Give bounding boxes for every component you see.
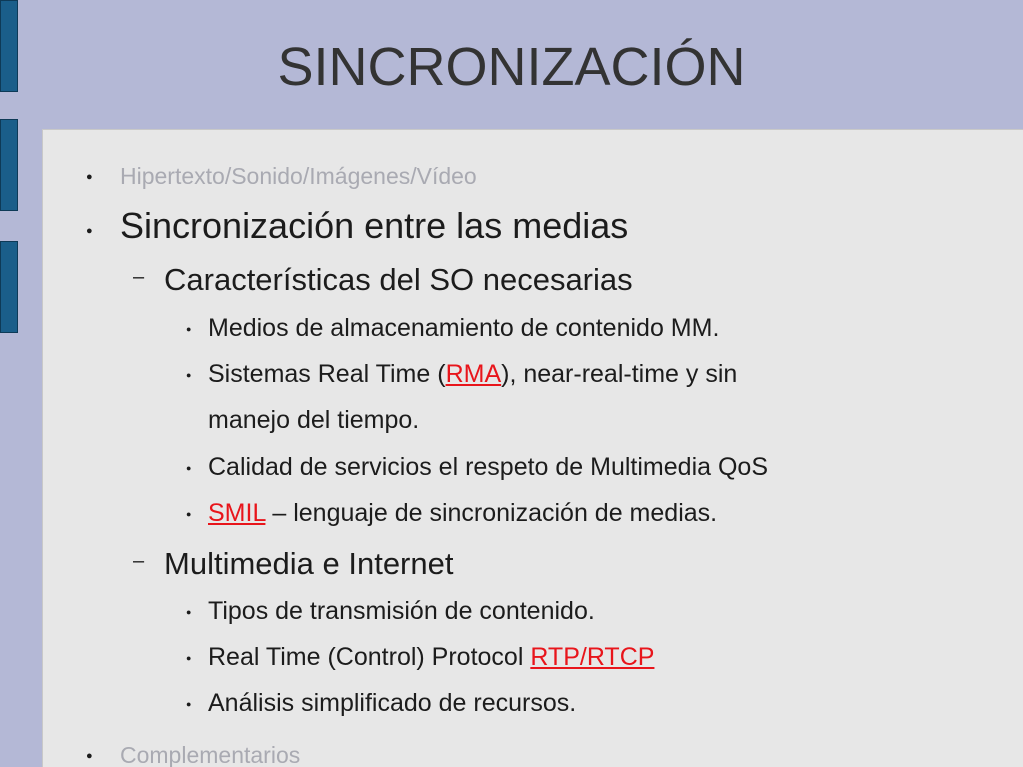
list-item-continuation: manejo del tiempo.: [208, 406, 420, 434]
bullet-dot-icon: ●: [186, 463, 192, 473]
link-rtp-rtcp[interactable]: RTP/RTCP: [530, 643, 655, 671]
bullet-dot-icon: ●: [186, 699, 192, 709]
bullet-dash-icon: –: [133, 266, 145, 288]
list-item-smil: [208, 499, 717, 528]
list-item-analisis: Análisis simplificado de recursos.: [208, 689, 577, 717]
bullet-dot-icon: ●: [186, 607, 192, 617]
bullet-dash-icon: –: [133, 550, 145, 572]
list-item-sistemas-real-time: [208, 360, 737, 389]
content-panel: [42, 129, 1023, 767]
list-item-medios: Medios de almacenamiento de contenido MM.: [208, 314, 720, 342]
list-item-rtp: [208, 643, 654, 672]
bullet-dot-icon: ●: [186, 653, 192, 663]
side-decoration-block: [0, 119, 18, 211]
list-item-hipertexto: Hipertexto/Sonido/Imágenes/Vídeo: [120, 163, 477, 189]
bullet-dot-icon: ●: [86, 171, 93, 183]
list-item-tipos: Tipos de transmisión de contenido.: [208, 597, 595, 625]
list-item-multimedia-internet: Multimedia e Internet: [164, 546, 454, 581]
list-item-complementarios: Complementarios: [120, 742, 301, 767]
link-rma[interactable]: RMA: [445, 360, 502, 388]
list-item-calidad: Calidad de servicios el respeto de Multimedia QoS: [208, 453, 768, 481]
bullet-dot-icon: ●: [86, 225, 93, 237]
side-decoration-block: [0, 241, 18, 333]
list-item-sincronizacion: Sincronización entre las medias: [120, 205, 629, 246]
slide-title: SINCRONIZACIÓN: [277, 37, 746, 97]
bullet-dot-icon: ●: [186, 370, 192, 380]
bullet-dot-icon: ●: [186, 509, 192, 519]
text-segment: Sistemas Real Time (: [208, 360, 446, 388]
bullet-dot-icon: ●: [186, 324, 192, 334]
text-segment: – lenguaje de sincronización de medias.: [265, 499, 718, 527]
text-segment: ), near-real-time y sin: [501, 360, 738, 388]
bullet-dot-icon: ●: [86, 750, 93, 762]
link-smil[interactable]: SMIL: [208, 499, 266, 527]
text-segment: Real Time (Control) Protocol: [208, 643, 531, 671]
list-item-caracteristicas: Características del SO necesarias: [164, 262, 633, 297]
